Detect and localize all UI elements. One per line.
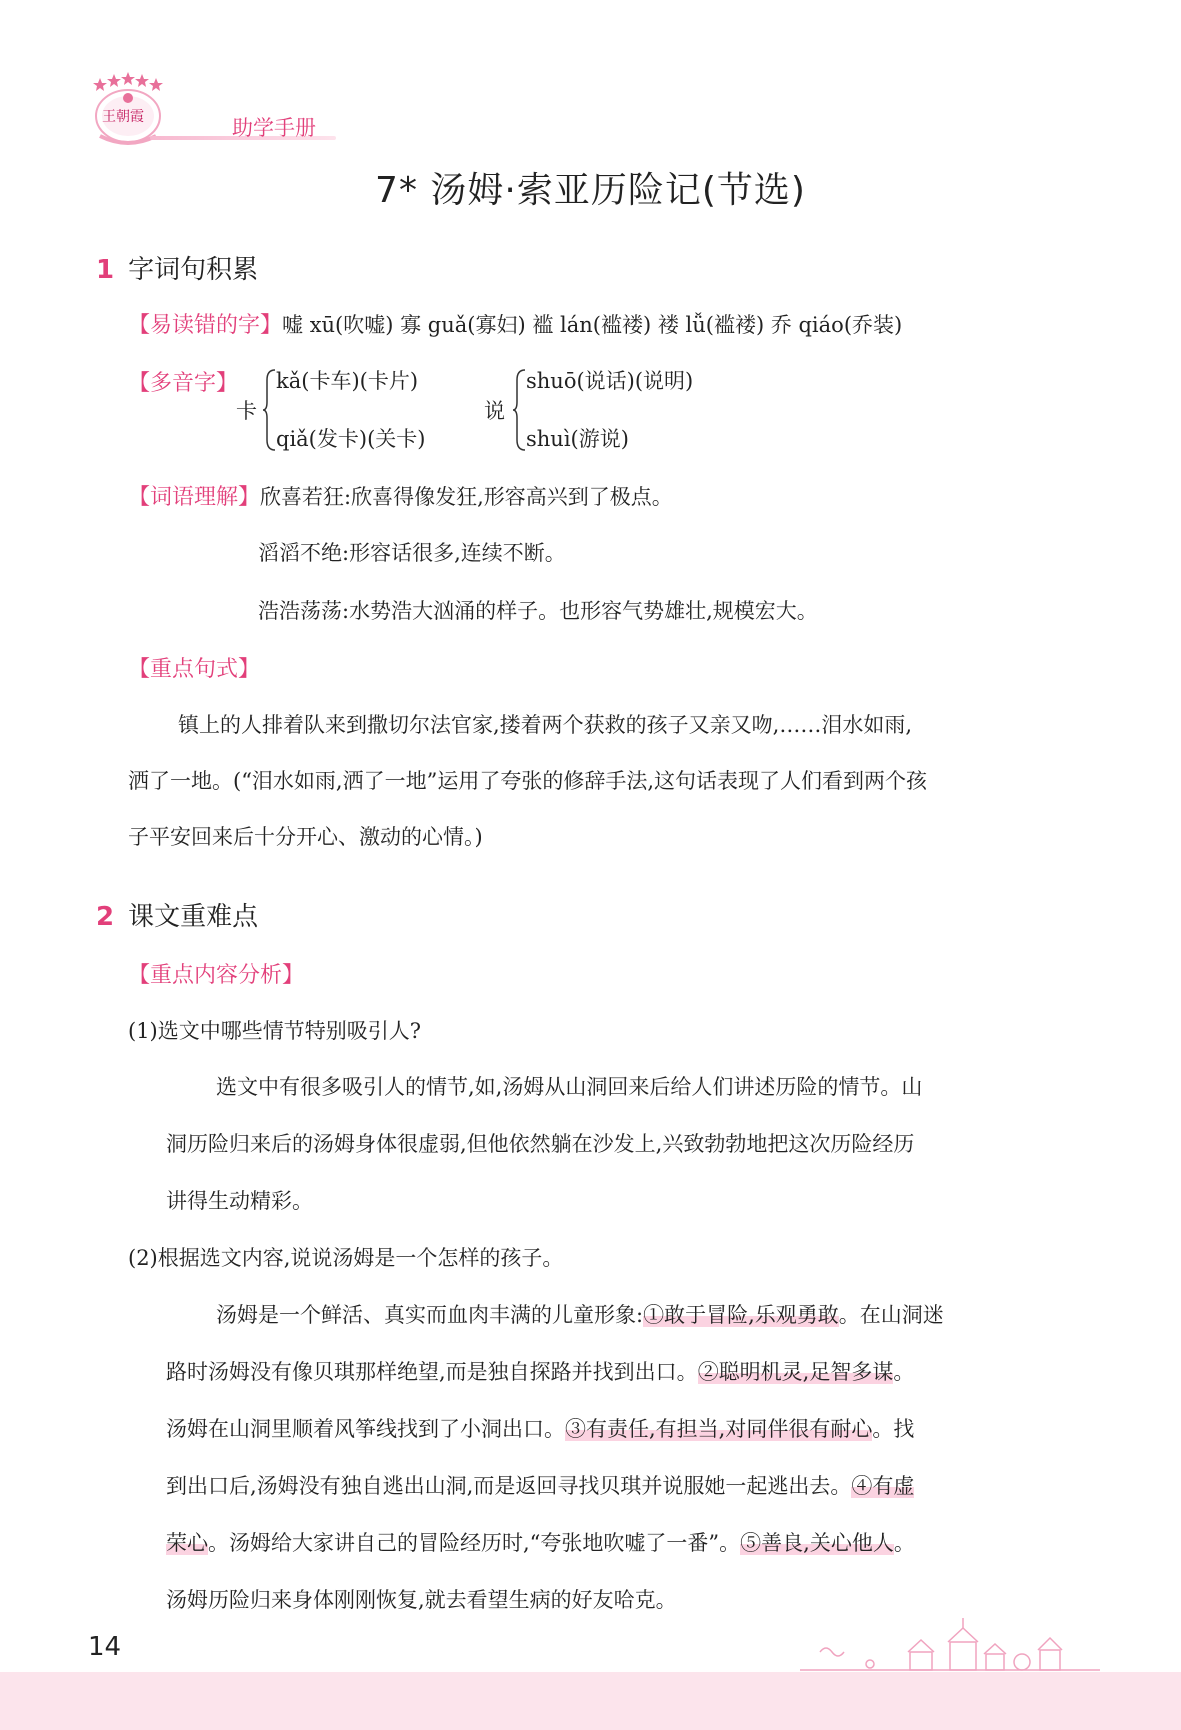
tag-easy-wrong: 【易读错的字】 <box>128 313 283 338</box>
section-number: 2 <box>96 902 115 932</box>
polyphone-char-2-reading-2: shuì(游说) <box>526 427 629 451</box>
highlight-trait-1: ①敢于冒险,乐观勇敢 <box>643 1303 839 1327</box>
answer-2-line <box>166 1357 914 1387</box>
brace-icon <box>262 368 276 452</box>
answer-2-line: 汤姆历险归来身体刚刚恢复,就去看望生病的好友哈克。 <box>166 1588 677 1612</box>
vocab-line: 欣喜若狂:欣喜得像发狂,形容高兴到了极点。 <box>260 485 673 509</box>
vocab-row-1 <box>128 482 673 513</box>
logo-text: 王朝霞 <box>102 109 144 125</box>
answer-text: 汤姆是一个鲜活、真实而血肉丰满的儿童形象: <box>216 1303 644 1327</box>
town-illustration-icon <box>800 1612 1100 1676</box>
answer-text: 。找 <box>872 1417 915 1441</box>
answer-2-line <box>166 1471 914 1501</box>
highlight-trait-3: ③有责任,有担当,对同伴很有耐心 <box>565 1417 873 1441</box>
section-title: 字词句积累 <box>128 255 259 285</box>
answer-text: 。 <box>893 1531 915 1555</box>
answer-1-line: 洞历险归来后的汤姆身体很虚弱,但他依然躺在沙发上,兴致勃勃地把这次历险经历 <box>166 1132 915 1156</box>
section-number: 1 <box>96 255 115 285</box>
answer-1-line: 选文中有很多吸引人的情节,如,汤姆从山洞回来后给人们讲述历险的情节。山 <box>216 1075 923 1099</box>
highlight-trait-5: ⑤善良,关心他人 <box>740 1531 894 1555</box>
footer-band <box>0 1672 1181 1730</box>
section-title: 课文重难点 <box>128 902 259 932</box>
vocab-line: 滔滔不绝:形容话很多,连续不断。 <box>258 541 566 565</box>
polyphone-char-2-reading-1: shuō(说话)(说明) <box>526 369 694 393</box>
polyphone-char-1-reading-2: qiǎ(发卡)(关卡) <box>276 427 426 451</box>
section-1-heading <box>96 249 258 286</box>
header-label: 助学手册 <box>232 116 316 140</box>
answer-2-line <box>166 1414 914 1444</box>
polyphone-char-1-reading-1: kǎ(卡车)(卡片) <box>276 369 419 393</box>
vocab-line: 浩浩荡荡:水势浩大汹涌的样子。也形容气势雄壮,规模宏大。 <box>258 599 818 623</box>
question-1: (1)选文中哪些情节特别吸引人? <box>128 1019 422 1043</box>
tag-key-sentence: 【重点句式】 <box>128 657 261 682</box>
page-number: 14 <box>88 1632 122 1662</box>
tag-key-analysis: 【重点内容分析】 <box>128 963 305 988</box>
key-sentence-line: 子平安回来后十分开心、激动的心情。) <box>128 825 483 849</box>
easy-wrong-row <box>128 310 902 341</box>
easy-wrong-text: 嘘 xū(吹嘘) 寡 guǎ(寡妇) 褴 lán(褴褛) 褛 lǚ(褴褛) 乔 qiáo(乔装) <box>282 313 903 337</box>
highlight-trait-4: ④有虚 <box>851 1474 915 1498</box>
answer-2-line <box>216 1300 944 1330</box>
section-2-heading <box>96 896 258 933</box>
tag-polyphone: 【多音字】 <box>128 371 239 396</box>
question-2: (2)根据选文内容,说说汤姆是一个怎样的孩子。 <box>128 1246 564 1270</box>
answer-text: 汤姆在山洞里顺着风筝线找到了小洞出口。 <box>166 1417 565 1441</box>
tag-vocab: 【词语理解】 <box>128 485 261 510</box>
answer-text: 。汤姆给大家讲自己的冒险经历时,“夸张地吹嘘了一番”。 <box>208 1531 741 1555</box>
answer-text: 。在山洞迷 <box>838 1303 944 1327</box>
answer-text: 到出口后,汤姆没有独自逃出山洞,而是返回寻找贝琪并说服她一起逃出去。 <box>166 1474 852 1498</box>
polyphone-char-1: 卡 <box>236 399 257 423</box>
answer-text: 路时汤姆没有像贝琪那样绝望,而是独自探路并找到出口。 <box>166 1360 698 1384</box>
highlight-trait-4-cont: 荣心 <box>166 1531 208 1555</box>
answer-2-line <box>166 1528 915 1558</box>
key-sentence-line: 洒了一地。(“泪水如雨,洒了一地”运用了夸张的修辞手法,这句话表现了人们看到两个孩 <box>128 769 928 793</box>
highlight-trait-2: ②聪明机灵,足智多谋 <box>697 1360 894 1384</box>
page-title: 7* 汤姆·索亚历险记(节选) <box>375 170 806 211</box>
polyphone-char-2: 说 <box>484 399 505 423</box>
key-sentence-line: 镇上的人排着队来到撒切尔法官家,搂着两个获救的孩子又亲又吻,……泪水如雨, <box>178 713 913 737</box>
answer-text: 。 <box>893 1360 915 1384</box>
brace-icon <box>512 368 526 452</box>
answer-1-line: 讲得生动精彩。 <box>166 1189 313 1213</box>
